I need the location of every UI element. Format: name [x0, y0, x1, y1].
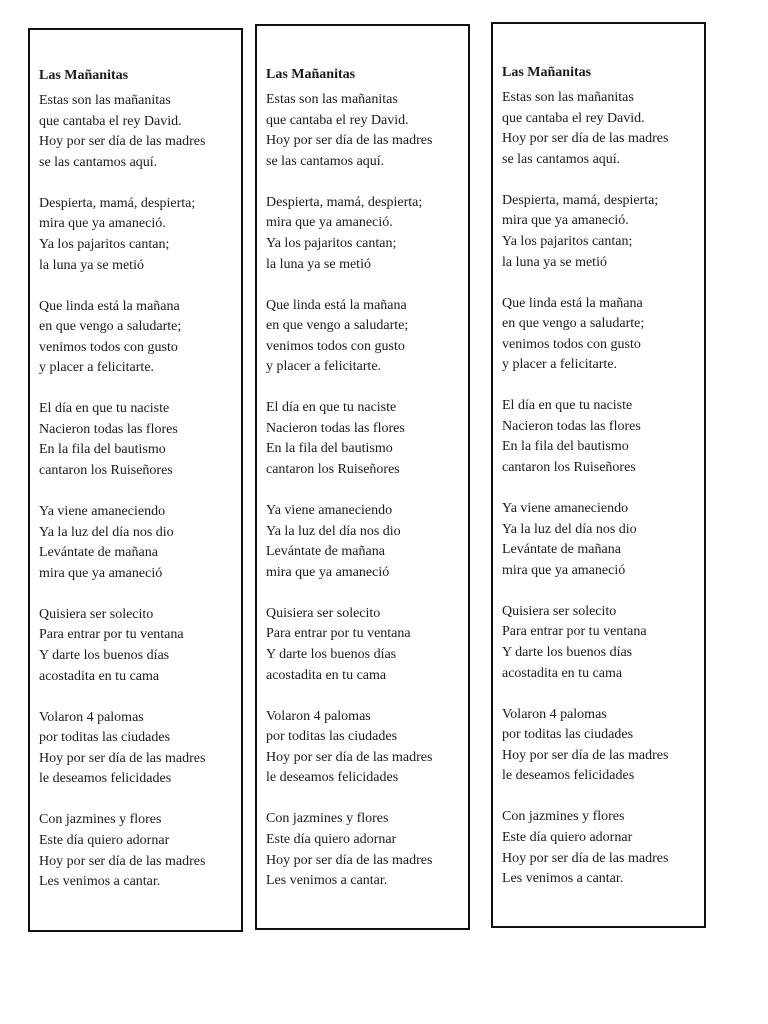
lyric-line: Que linda está la mañana: [39, 298, 180, 314]
lyric-line: la luna ya se metió: [266, 256, 371, 272]
lyric-line: Despierta, mamá, despierta;: [266, 194, 423, 210]
stanza-3: [266, 296, 460, 378]
lyric-line: Levántate de mañana: [502, 542, 621, 558]
song-title: Las Mañanitas: [502, 65, 592, 80]
stanza-3: [39, 297, 233, 379]
lyric-line: Ya viene amaneciendo: [502, 501, 629, 517]
lyric-line: en que vengo a saludarte;: [502, 316, 645, 332]
lyric-line: Para entrar por tu ventana: [39, 627, 184, 643]
stanza-7: [502, 705, 696, 787]
lyric-line: le deseamos felicidades: [266, 770, 399, 786]
stanza-6: [39, 605, 233, 687]
lyric-line: Con jazmines y flores: [39, 812, 162, 828]
stanza-3: [502, 294, 696, 376]
lyric-line: cantaron los Ruiseñores: [266, 462, 400, 478]
lyric-line: Hoy por ser día de las madres: [266, 852, 433, 868]
lyric-line: venimos todos con gusto: [266, 338, 405, 354]
stanza-4: [39, 399, 233, 481]
lyric-line: se las cantamos aquí.: [39, 154, 158, 170]
stanza-7: [266, 707, 460, 789]
lyric-line: Hoy por ser día de las madres: [39, 750, 206, 766]
lyric-line: Ya viene amaneciendo: [39, 504, 166, 520]
stanza-2: [502, 191, 696, 273]
lyric-line: Hoy por ser día de las madres: [39, 853, 206, 869]
lyric-line: Volaron 4 palomas: [502, 706, 607, 722]
lyric-line: le deseamos felicidades: [502, 768, 635, 784]
lyric-line: Quisiera ser solecito: [502, 603, 617, 619]
lyric-line: Este día quiero adornar: [266, 831, 397, 847]
lyric-line: En la fila del bautismo: [39, 442, 166, 458]
lyric-line: Volaron 4 palomas: [39, 709, 144, 725]
lyric-line: que cantaba el rey David.: [39, 113, 182, 129]
stanza-5: [266, 501, 460, 583]
lyric-line: En la fila del bautismo: [266, 441, 393, 457]
lyric-line: Y darte los buenos días: [266, 647, 397, 663]
lyric-line: Nacieron todas las flores: [502, 418, 641, 434]
lyric-line: Y darte los buenos días: [39, 648, 170, 664]
lyric-line: En la fila del bautismo: [502, 439, 629, 455]
lyric-line: acostadita en tu cama: [39, 668, 160, 684]
lyric-line: mira que ya amaneció: [266, 564, 390, 580]
song-title: Las Mañanitas: [39, 68, 129, 83]
lyric-line: Estas son las mañanitas: [502, 90, 634, 105]
lyric-line: mira que ya amaneció.: [39, 216, 166, 232]
lyric-line: acostadita en tu cama: [502, 665, 623, 681]
lyric-line: Este día quiero adornar: [502, 829, 633, 845]
lyric-line: Hoy por ser día de las madres: [266, 133, 433, 149]
lyric-line: Que linda está la mañana: [502, 295, 643, 311]
lyric-line: mira que ya amaneció: [502, 562, 626, 578]
stanza-6: [502, 602, 696, 684]
lyric-line: Y darte los buenos días: [502, 645, 633, 661]
lyric-line: en que vengo a saludarte;: [39, 319, 182, 335]
lyrics-card-2: [255, 24, 470, 930]
lyric-line: en que vengo a saludarte;: [266, 318, 409, 334]
lyric-line: por toditas las ciudades: [39, 730, 171, 746]
lyric-line: Ya la luz del día nos dio: [39, 524, 174, 540]
lyric-line: Que linda está la mañana: [266, 297, 407, 313]
stanza-4: [502, 396, 696, 478]
lyric-line: Quisiera ser solecito: [39, 606, 154, 622]
stanza-7: [39, 708, 233, 790]
stanza-1: [266, 90, 460, 172]
lyric-line: Con jazmines y flores: [266, 811, 389, 827]
lyric-line: El día en que tu naciste: [502, 398, 633, 414]
lyric-line: le deseamos felicidades: [39, 771, 172, 787]
lyric-line: se las cantamos aquí.: [266, 153, 385, 169]
lyric-line: Volaron 4 palomas: [266, 708, 371, 724]
lyric-line: mira que ya amaneció: [39, 565, 163, 581]
lyric-line: Les venimos a cantar.: [502, 871, 624, 887]
lyric-line: Despierta, mamá, despierta;: [502, 192, 659, 208]
lyric-line: Ya viene amaneciendo: [266, 503, 393, 519]
lyric-line: la luna ya se metió: [39, 257, 144, 273]
lyric-line: cantaron los Ruiseñores: [502, 460, 636, 476]
lyric-line: Les venimos a cantar.: [39, 874, 161, 890]
lyric-line: Ya los pajaritos cantan;: [502, 233, 633, 249]
lyric-line: se las cantamos aquí.: [502, 151, 621, 167]
lyric-line: acostadita en tu cama: [266, 667, 387, 683]
lyric-line: Levántate de mañana: [39, 545, 158, 561]
stanza-6: [266, 604, 460, 686]
lyric-line: Para entrar por tu ventana: [266, 626, 411, 642]
lyric-line: Hoy por ser día de las madres: [502, 850, 669, 866]
lyrics-card-3: [491, 22, 706, 928]
lyric-line: por toditas las ciudades: [502, 727, 634, 743]
stanza-8: [39, 810, 233, 892]
lyric-line: y placer a felicitarte.: [266, 359, 382, 375]
lyrics-card-1: [28, 28, 243, 932]
lyric-line: Ya los pajaritos cantan;: [266, 235, 397, 251]
stanza-2: [266, 193, 460, 275]
lyric-line: Con jazmines y flores: [502, 809, 625, 825]
lyric-line: Les venimos a cantar.: [266, 873, 388, 889]
lyric-line: Nacieron todas las flores: [266, 420, 405, 436]
stanza-1: [502, 88, 696, 170]
lyric-line: Hoy por ser día de las madres: [502, 747, 669, 763]
lyric-line: Este día quiero adornar: [39, 832, 170, 848]
lyric-line: El día en que tu naciste: [266, 400, 397, 416]
lyric-line: Hoy por ser día de las madres: [502, 131, 669, 147]
lyric-line: Estas son las mañanitas: [266, 92, 398, 107]
stanza-2: [39, 194, 233, 276]
lyric-line: Para entrar por tu ventana: [502, 624, 647, 640]
stanza-5: [502, 499, 696, 581]
lyric-line: que cantaba el rey David.: [266, 112, 409, 128]
stanza-4: [266, 398, 460, 480]
lyric-line: mira que ya amaneció.: [502, 213, 629, 229]
lyric-line: Ya los pajaritos cantan;: [39, 236, 170, 252]
lyric-line: Levántate de mañana: [266, 544, 385, 560]
lyric-line: Estas son las mañanitas: [39, 93, 171, 108]
lyric-line: El día en que tu naciste: [39, 401, 170, 417]
song-title: Las Mañanitas: [266, 67, 356, 82]
lyric-line: la luna ya se metió: [502, 254, 607, 270]
lyric-line: cantaron los Ruiseñores: [39, 463, 173, 479]
lyric-line: y placer a felicitarte.: [39, 360, 155, 376]
stanza-8: [502, 807, 696, 889]
stanza-8: [266, 809, 460, 891]
lyric-line: Despierta, mamá, despierta;: [39, 195, 196, 211]
lyric-line: Quisiera ser solecito: [266, 605, 381, 621]
lyric-line: Hoy por ser día de las madres: [39, 134, 206, 150]
lyric-line: por toditas las ciudades: [266, 729, 398, 745]
lyric-line: venimos todos con gusto: [39, 339, 178, 355]
stanza-5: [39, 502, 233, 584]
lyric-line: venimos todos con gusto: [502, 336, 641, 352]
lyric-line: Nacieron todas las flores: [39, 421, 178, 437]
lyric-line: y placer a felicitarte.: [502, 357, 618, 373]
stanza-1: [39, 91, 233, 173]
lyric-line: Hoy por ser día de las madres: [266, 749, 433, 765]
lyric-line: Ya la luz del día nos dio: [266, 523, 401, 539]
lyric-line: mira que ya amaneció.: [266, 215, 393, 231]
lyric-line: que cantaba el rey David.: [502, 110, 645, 126]
lyric-line: Ya la luz del día nos dio: [502, 521, 637, 537]
